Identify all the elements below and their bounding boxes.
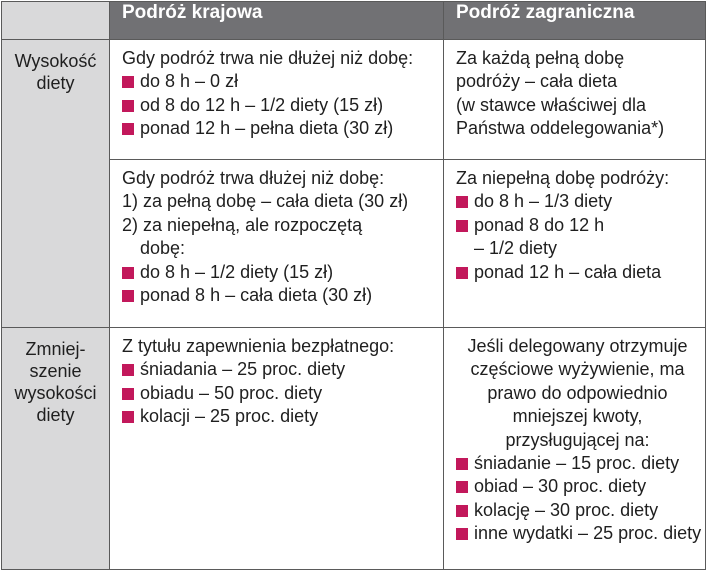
row-label-line: wysokości [14,383,97,403]
square-bullet-icon [122,388,134,400]
list-item: kolację – 30 proc. diety [456,499,699,522]
row-label-wysokosc [2,40,110,328]
square-bullet-icon [456,267,468,279]
list-item: ponad 8 h – cała dieta (30 zł) [122,284,437,307]
header-zagraniczna: Podróż zagraniczna [444,2,706,40]
row-wysokosc-1 [2,40,706,160]
list-item: obiad – 30 proc. diety [456,475,699,498]
row-label-line: Zmniej- [25,339,86,359]
square-bullet-icon [122,100,134,112]
list-item: obiadu – 50 proc. diety [122,382,437,405]
square-bullet-icon [456,528,468,540]
krajowa-reduction [110,328,444,570]
list-item: kolacji – 25 proc. diety [122,405,437,428]
list-item: ponad 12 h – cała dieta [456,261,699,284]
square-bullet-icon [122,267,134,279]
cell-line: Państwa oddelegowania*) [456,118,665,139]
row-label-line: diety [36,73,75,93]
square-bullet-icon [456,196,468,208]
row-zmniejszenie [2,328,706,570]
square-bullet-icon [456,505,468,517]
cell-line: mniejszej kwoty, [512,406,643,427]
list-item: śniadanie – 15 proc. diety [456,452,699,475]
cell-title: Z tytułu zapewnienia bezpłatnego: [122,336,395,356]
cell-line: prawo do odpowiednio [487,382,668,403]
list-item: do 8 h – 1/2 diety (15 zł) [122,261,437,284]
square-bullet-icon [122,76,134,88]
row-label-line: szenie [29,361,82,381]
list-item: ponad 8 do 12 h [456,214,699,237]
square-bullet-icon [456,220,468,232]
row-label-zmniejszenie [2,328,110,570]
list-item: do 8 h – 1/3 diety [456,190,699,213]
row-label-line: Wysokość [14,51,97,71]
square-bullet-icon [456,481,468,493]
list-item: śniadania – 25 proc. diety [122,358,437,381]
cell-title: Gdy podróż trwa dłużej niż dobę: [122,167,385,188]
krajowa-short-trip [110,40,444,160]
list-item: ponad 12 h – pełna dieta (30 zł) [122,117,437,140]
cell-line: Jeśli delegowany otrzymuje [467,336,688,356]
square-bullet-icon [456,458,468,470]
square-bullet-icon [122,290,134,302]
cell-title: Gdy podróż trwa nie dłużej niż dobę: [122,48,414,68]
list-item: do 8 h – 0 zł [122,70,437,93]
header-krajowa: Podróż krajowa [110,2,444,40]
square-bullet-icon [122,364,134,376]
zagraniczna-reduction [444,328,706,570]
cell-line: częściowe wyżywienie, ma [470,359,685,380]
zagraniczna-partial-day [444,159,706,327]
list-item: od 8 do 12 h – 1/2 diety (15 zł) [122,94,437,117]
cell-line: 1) za pełną dobę – cała dieta (30 zł) [122,191,409,212]
cell-line: przysługującej na: [505,429,650,450]
cell-line: Za każdą pełną dobę [456,48,625,68]
zagraniczna-full-day [444,40,706,160]
cell-line: podróży – cała dieta [456,71,618,92]
diet-table [1,1,706,570]
list-item: inne wydatki – 25 proc. diety [456,522,699,545]
square-bullet-icon [122,123,134,135]
cell-title: Za niepełną dobę podróży: [456,167,670,188]
cell-line: – 1/2 diety [474,238,558,259]
cell-line: dobę: [140,238,186,259]
krajowa-long-trip [110,159,444,327]
corner-cell [2,2,110,40]
square-bullet-icon [122,411,134,423]
cell-line: 2) za niepełną, ale rozpoczętą [122,214,363,235]
cell-line: (w stawce właściwej dla [456,94,647,115]
header-row [2,2,706,40]
row-label-line: diety [36,405,75,425]
